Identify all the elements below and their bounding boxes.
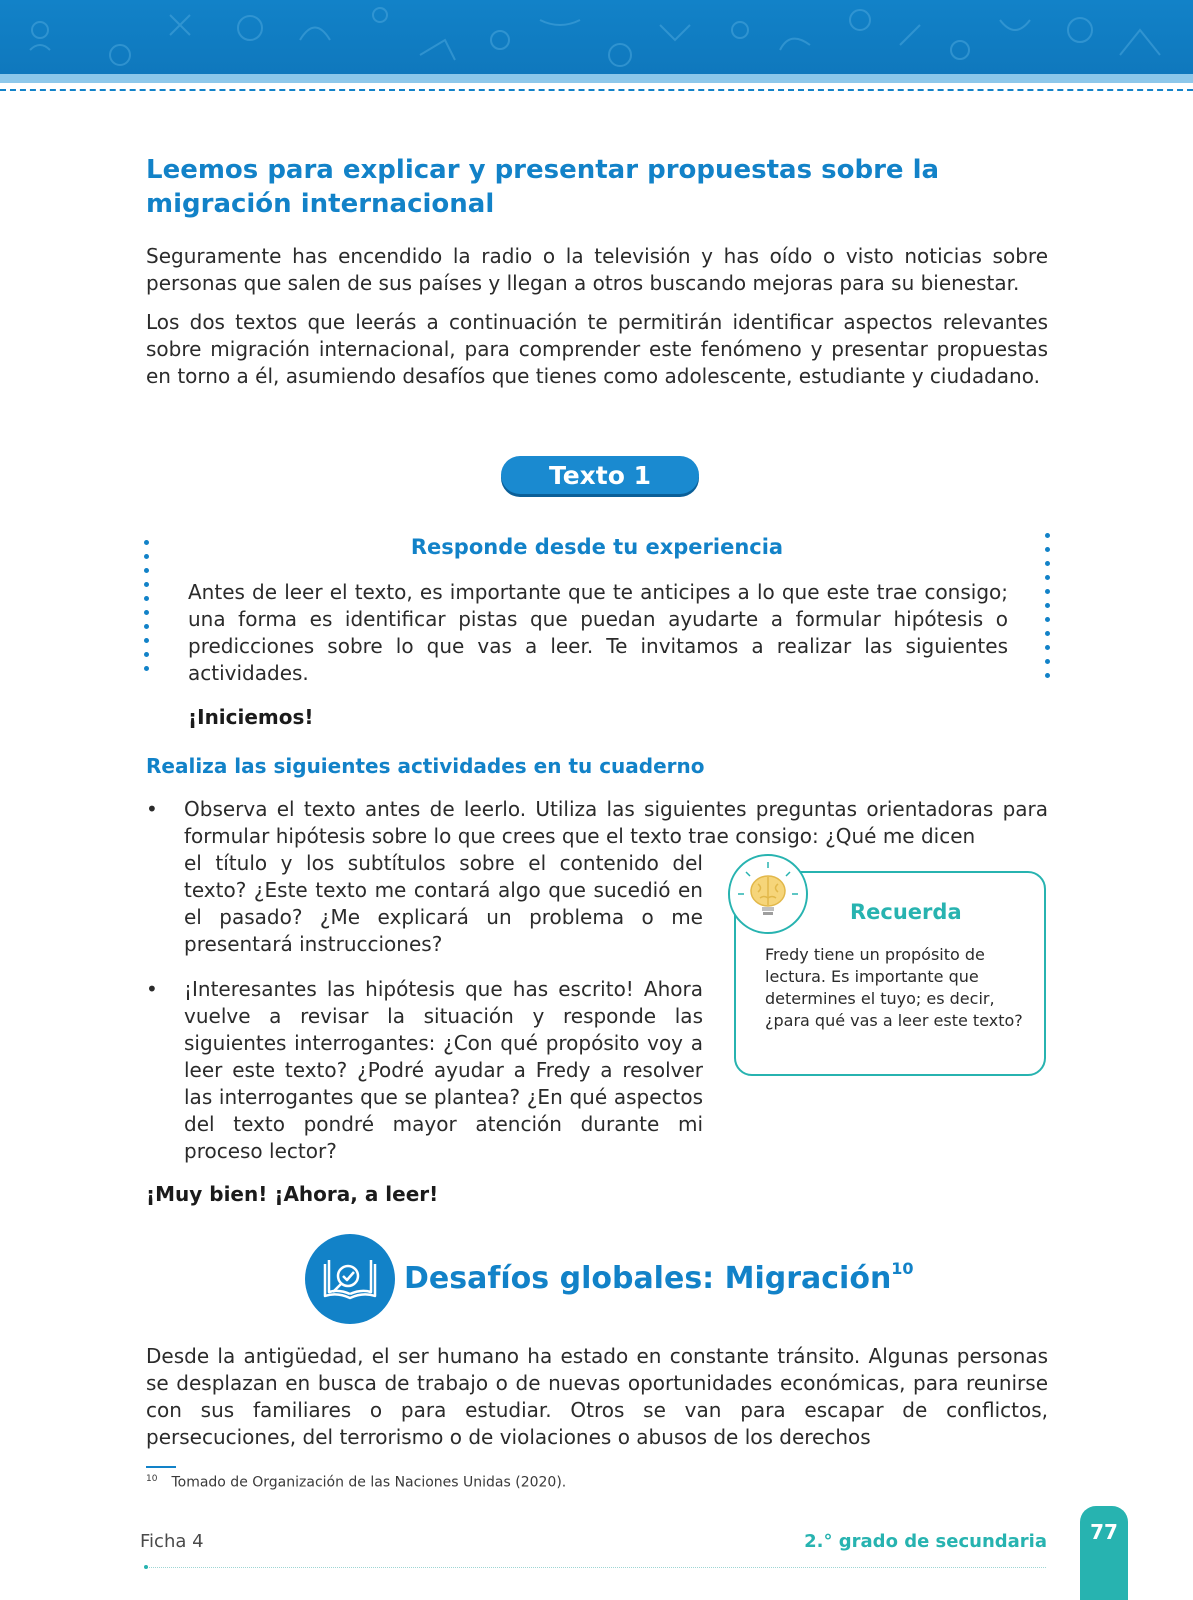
read-cta: ¡Muy bien! ¡Ahora, a leer! [146, 1182, 439, 1206]
recuerda-title: Recuerda [850, 900, 962, 924]
page-number: 77 [1090, 1520, 1118, 1544]
footnote-reference[interactable]: 10 [891, 1259, 914, 1278]
header-stripe [0, 74, 1193, 83]
left-dotted-border [144, 540, 150, 680]
section-title-text: Desafíos globales: Migración [404, 1261, 892, 1296]
section-icon-badge [305, 1234, 395, 1324]
banner-doodle-pattern [0, 0, 1193, 74]
bullet-marker-1: • [146, 797, 158, 821]
section-title [404, 1259, 914, 1296]
intro-paragraph-1: Seguramente has encendido la radio o la televisión y has oído o visto noticias sobre personas que salen de sus países y llegan a otros buscando mejoras para su bienestar. [146, 244, 1048, 295]
iniciemos-cta: ¡Iniciemos! [188, 705, 314, 729]
recuerda-icon-badge [728, 854, 808, 934]
bullet-1-line-1: Observa el texto antes de leerlo. Utiliza las siguientes preguntas orientadoras para formular hipótesis sobre lo que crees que el texto trae consigo: ¿Qué me dicen [184, 797, 1048, 848]
bullet-2-text: ¡Interesantes las hipótesis que has escrito! Ahora vuelve a revisar la situación y responde las siguientes interrogantes: ¿Con qué propósito voy a leer este texto? ¿Podré ayudar a Fredy a resolver las interrogantes que se plantea? ¿En qué aspectos del texto pondré mayor atención durante mi proceso lector? [184, 977, 703, 1163]
experience-heading: Responde desde tu experiencia [410, 535, 784, 559]
footnote [146, 1474, 566, 1491]
section-paragraph: Desde la antigüedad, el ser humano ha estado en constante tránsito. Algunas personas se desplazan en busca de trabajo o de nuevas oportunidades económicas, para reunirse con sus familiares o para estudiar. Otros se van para escapar de conflictos, persecuciones, del terrorismo o de violaciones o abusos de los derechos [146, 1344, 1048, 1449]
header-banner [0, 0, 1193, 74]
page-number-tab [1080, 1506, 1128, 1600]
recuerda-text: Fredy tiene un propósito de lectura. Es importante que determines el tuyo; es decir, ¿para qué vas a leer este texto? [765, 945, 1023, 1030]
activities-heading: Realiza las siguientes actividades en tu cuaderno [146, 754, 705, 778]
footer-grade: 2.° grado de secundaria [804, 1531, 1047, 1552]
bullet-marker-2: • [146, 977, 158, 1001]
bullet-1-line-2: el título y los subtítulos sobre el contenido del texto? ¿Este texto me contará algo que sucedió en el pasado? ¿Me explicará un problema o me presentará instrucciones? [184, 851, 703, 956]
footer-ficha: Ficha 4 [140, 1531, 204, 1552]
footnote-marker: 10 [146, 1474, 158, 1484]
page-title: Leemos para explicar y presentar propuestas sobre la migración internacional [146, 155, 940, 219]
texto-label: Texto 1 [548, 460, 652, 490]
texto-label-pill [501, 456, 699, 494]
footnote-rule [146, 1466, 176, 1468]
brain-lightbulb-icon [730, 856, 806, 932]
footnote-text: Tomado de Organización de las Naciones Unidas (2020). [171, 1474, 567, 1491]
experience-paragraph: Antes de leer el texto, es importante que te anticipes a lo que este trae consigo; una forma es identificar pistas que puedan ayudarte a formular hipótesis o predicciones sobre lo que vas a leer. Te invitamos a realizar las siguientes actividades. [188, 580, 1008, 685]
footer-dot [144, 1565, 148, 1569]
book-magnifier-icon [305, 1234, 395, 1324]
header-dashed-rule [0, 89, 1193, 91]
intro-paragraph-2: Los dos textos que leerás a continuación te permitirán identificar aspectos relevantes sobre migración internacional, para comprender este fenómeno y presentar propuestas en torno a él, asumiendo desafíos que tienes como adolescente, estudiante y ciudadano. [146, 310, 1048, 388]
footer-rule [146, 1567, 1046, 1568]
